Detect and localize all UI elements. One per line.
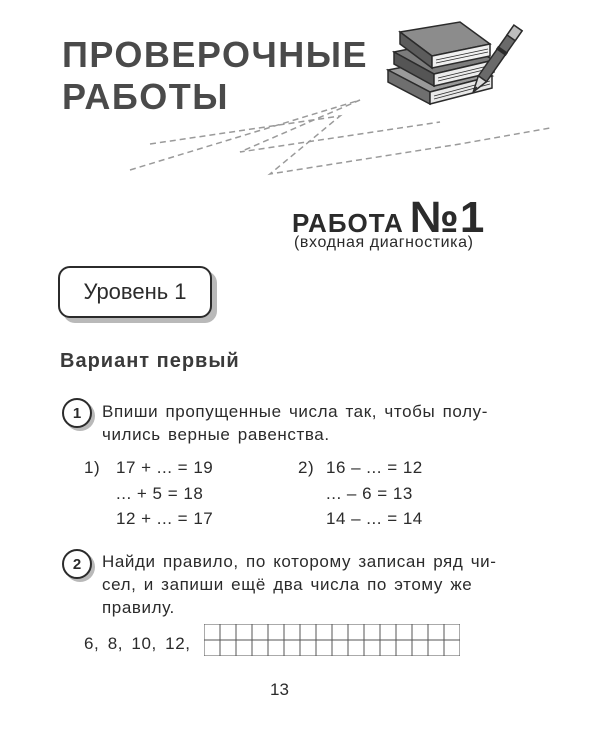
equation-line: ... + 5 = 18 [116, 484, 204, 503]
equation-line: ... – 6 = 13 [326, 484, 413, 503]
task-number-badge [62, 549, 92, 579]
task-text-line: чились верные равенства. [102, 425, 330, 444]
level-badge [58, 266, 212, 318]
level-label: Уровень 1 [83, 279, 187, 304]
number-sequence: 6, 8, 10, 12, [84, 634, 191, 653]
equation-line: 16 – ... = 12 [326, 458, 423, 477]
task-text-line: правилу. [102, 598, 175, 617]
task-number: 1 [72, 404, 82, 422]
title-line-2: РАБОТЫ [62, 76, 229, 117]
equation-group-label: 1) [84, 458, 101, 477]
work-title-number: №1 [409, 193, 486, 242]
task-text [102, 550, 497, 619]
title-line-1: ПРОВЕРОЧНЫЕ [62, 34, 369, 75]
work-title-word: РАБОТА [292, 208, 404, 238]
variant-title: Вариант первый [60, 350, 240, 372]
equation-line: 12 + ... = 17 [116, 509, 214, 528]
task-text-line: Впиши пропущенные числа так, чтобы полу- [102, 402, 488, 421]
decorative-dashed-lines [120, 92, 560, 182]
task-number-badge [62, 398, 92, 428]
task-text [102, 400, 488, 446]
work-subtitle: (входная диагностика) [294, 234, 474, 251]
task-text-line: Найди правило, по которому записан ряд чи- [102, 552, 497, 571]
task-text-line: сел, и запиши ещё два числа по этому же [102, 575, 473, 594]
answer-grid [204, 624, 460, 656]
equation-group-label: 2) [298, 458, 315, 477]
equation-line: 14 – ... = 14 [326, 509, 423, 528]
equation-line: 17 + ... = 19 [116, 458, 214, 477]
page-number: 13 [270, 680, 289, 699]
task-number: 2 [72, 555, 82, 573]
